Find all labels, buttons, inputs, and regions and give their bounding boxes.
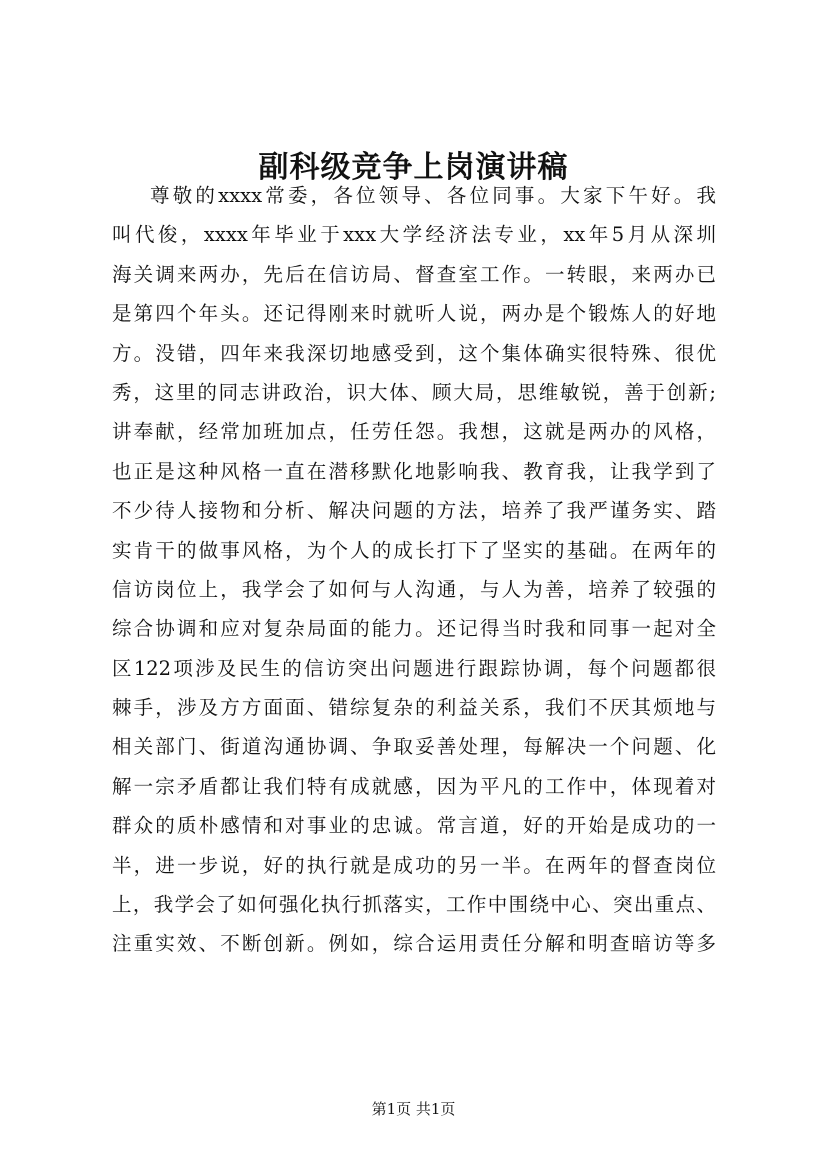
body-line: 是第四个年头。还记得刚来时就听人说，两办是个锻炼人的好地 [112,302,716,326]
body-line: 秀，这里的同志讲政治，识大体、顾大局，思维敏锐，善于创新; [112,380,716,404]
body-line: 也正是这种风格一直在潜移默化地影响我、教育我，让我学到了 [112,459,716,483]
body-line: 棘手，涉及方方面面、错综复杂的利益关系，我们不厌其烦地与 [112,696,716,720]
body-line: 解一宗矛盾都让我们特有成就感，因为平凡的工作中，体现着对 [112,774,716,798]
body-line: 方。没错，四年来我深切地感受到，这个集体确实很特殊、很优 [112,341,716,365]
body-line: 半，进一步说，好的执行就是成功的另一半。在两年的督查岗位 [112,853,716,877]
body-line: 相关部门、街道沟通协调、争取妥善处理，每解决一个问题、化 [112,735,716,759]
body-line: 讲奉献，经常加班加点，任劳任怨。我想，这就是两办的风格， [112,420,716,444]
body-line: 叫代俊，xxxx年毕业于xxx大学经济法专业，xx年5月从深圳 [112,223,716,247]
body-line: 信访岗位上，我学会了如何与人沟通，与人为善，培养了较强的 [112,577,716,601]
body-line: 综合协调和应对复杂局面的能力。还记得当时我和同事一起对全 [112,617,716,641]
body-line: 实肯干的做事风格，为个人的成长打下了坚实的基础。在两年的 [112,538,716,562]
body-line: 群众的质朴感情和对事业的忠诚。常言道，好的开始是成功的一 [112,814,716,838]
body-line: 不少待人接物和分析、解决问题的方法，培养了我严谨务实、踏 [112,499,716,523]
body-line: 上，我学会了如何强化执行抓落实，工作中围绕中心、突出重点、 [112,893,716,917]
body-line: 注重实效、不断创新。例如，综合运用责任分解和明查暗访等多 [112,932,716,956]
document-title: 副科级竞争上岗演讲稿 [258,150,569,185]
body-line: 尊敬的xxxx常委，各位领导、各位同事。大家下午好。我 [150,184,716,207]
body-line: 区122项涉及民生的信访突出问题进行跟踪协调，每个问题都很 [112,656,716,680]
body-line: 海关调来两办，先后在信访局、督查室工作。一转眼，来两办已 [112,262,716,286]
document-body [112,176,716,964]
page-number-footer: 第1页 共1页 [371,1100,456,1118]
